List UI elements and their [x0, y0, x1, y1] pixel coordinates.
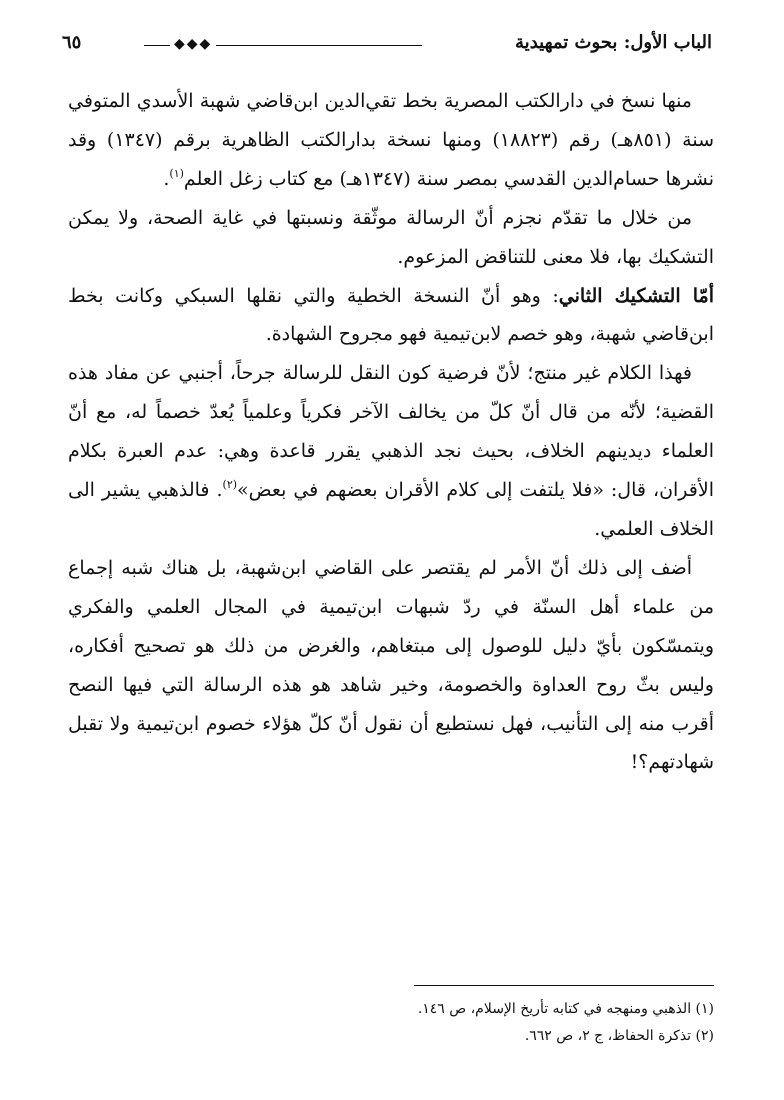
running-header: [62, 30, 712, 60]
paragraph-5: أضف إلى ذلك أنّ الأمر لم يقتصر على القاضي ابن‌شهبة، بل هناك شبه إجماع من علماء أهل السنّة في ردّ شبهات ابن‌تيمية في المجال العلمي والفكري ويتمسّكون بأيّ دليل للوصول إلى مبتغاهم، والغرض من ذلك هو تصحيح أفكاره، وليس بثّ روح العداوة والخصومة، وخير شاهد هو هذه الرسالة التي فيها النصح أقرب منه إلى التأنيب، فهل نستطيع أن نقول أنّ كلّ هؤلاء خصوم ابن‌تيمية ولا تقبل شهادتهم؟!: [68, 556, 714, 774]
page-number: ٦٥: [62, 32, 82, 53]
paragraph-1: [68, 82, 714, 199]
footnote-1: (١) الذهبي ومنهجه في كتابه تأريخ الإسلام، ص ١٤٦.: [417, 1001, 714, 1017]
footnote-rule: [414, 985, 714, 986]
paragraph-3-lead: أمّا التشكيك الثاني: [558, 284, 714, 307]
footnote-ref-1: (١): [169, 166, 184, 180]
footnotes: [68, 996, 714, 1050]
paragraph-1-text: منها نسخ في دارالكتب المصرية بخط تقي‌الدين ابن‌قاضي شهبة الأسدي المتوفي سنة (٨٥١هـ) رقم (١٨٨٢٣) ومنها نسخة بدارالكتب الظاهرية برقم (١٣٤٧) وقد نشرها حسام‌الدين القدسي بمصر سنة (١٣٤٧هـ) مع كتاب زغل العلم: [68, 90, 714, 190]
chapter-title: الباب الأول: بحوث تمهيدية: [515, 32, 712, 53]
paragraph-3-text: : وهو أنّ النسخة الخطية والتي نقلها السبكي وكانت بخط ابن‌قاضي شهبة، وهو خصم لابن‌تيمية فهو مجروح الشهادة.: [68, 284, 714, 346]
header-ornament: ◆◆◆: [170, 32, 216, 56]
paragraph-3: [68, 277, 714, 355]
paragraph-2: من خلال ما تقدّم نجزم أنّ الرسالة موثّقة ونسبتها في غاية الصحة، ولا يمكن التشكيك بها، فلا معنى للتناقض المزعوم.: [68, 206, 714, 268]
paragraph-1-end: .: [163, 167, 170, 190]
footnote-ref-2: (٢): [222, 478, 238, 492]
main-text: [68, 82, 714, 782]
paragraph-4: [68, 354, 714, 549]
paragraph-4-end: . فالذهبي يشير الى الخلاف العلمي.: [68, 479, 714, 540]
footnote-2: (٢) تذكرة الحفاظ، ج ٢، ص ٦٦٢.: [524, 1028, 714, 1044]
paragraph-4-text: فهذا الكلام غير منتج؛ لأنّ فرضية كون النقل للرسالة جرحاً، أجنبي عن مفاد هذه القضية؛ لأنّه من قال أنّ كلّ من يخالف الآخر فكرياً وعلمياً يُعدّ خصماً له، مع أنّ العلماء ديدينهم الخلاف، بحيث نجد الذهبي يقرر قاعدة وهي: عدم العبرة بكلام الأقران، قال: «فلا يلتفت إلى كلام الأقران بعضهم في بعض»: [68, 362, 714, 502]
